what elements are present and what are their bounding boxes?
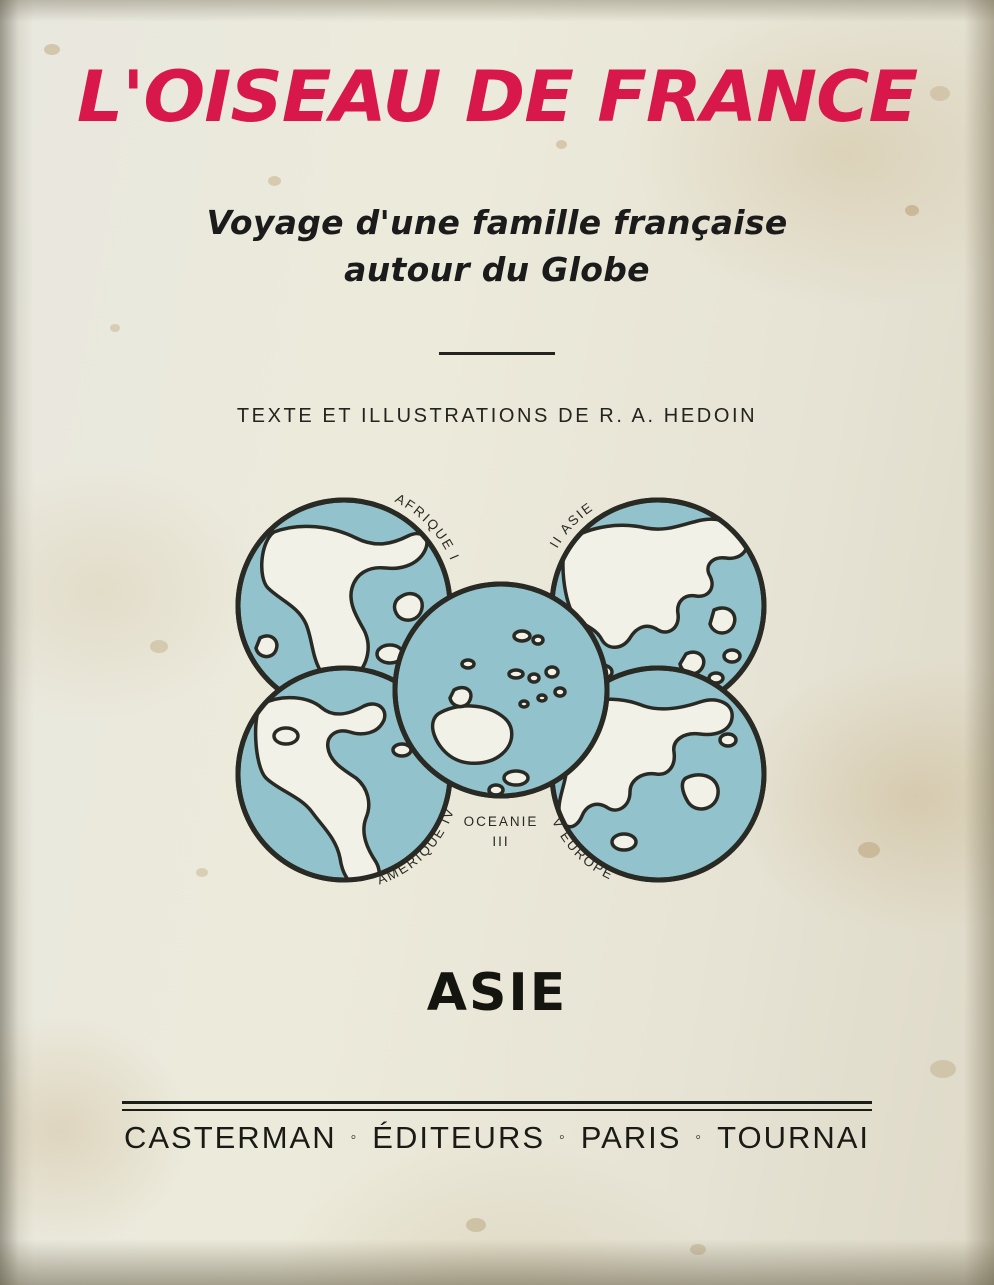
age-spot xyxy=(150,640,168,653)
age-spot xyxy=(858,842,880,858)
publisher-city-paris: PARIS xyxy=(580,1120,682,1155)
age-spot xyxy=(930,1060,956,1078)
divider-rule xyxy=(439,352,555,355)
publisher-line xyxy=(0,1120,994,1156)
age-spot xyxy=(690,1244,706,1255)
age-spot xyxy=(268,176,281,186)
paper-edge-right xyxy=(964,0,994,1285)
globe-oceanie xyxy=(395,584,607,796)
globe-numeral-oceanie: III xyxy=(492,834,510,849)
age-spot xyxy=(466,1218,486,1232)
age-spot xyxy=(556,140,567,149)
subtitle-line-2: autour du Globe xyxy=(344,249,650,289)
age-spot xyxy=(196,868,208,877)
separator-dot: ◦ xyxy=(559,1129,567,1146)
author-credit: TEXTE ET ILLUSTRATIONS DE R. A. HEDOIN xyxy=(236,405,758,427)
globe-label-europe: V EUROPE xyxy=(549,815,617,883)
globe-label-afrique: AFRIQUE I xyxy=(392,490,463,564)
globe-label-asie: II ASIE xyxy=(546,498,597,551)
separator-dot: ◦ xyxy=(695,1129,704,1146)
age-spot xyxy=(44,44,60,55)
paper-edge-bottom xyxy=(0,1239,994,1285)
publisher-name: CASTERMAN xyxy=(123,1120,337,1155)
paper-edge-left xyxy=(0,0,34,1285)
paper-edge-top xyxy=(0,0,994,22)
page-title: L'OISEAU DE FRANCE xyxy=(76,56,918,138)
subtitle xyxy=(0,200,994,294)
publisher-rule-top xyxy=(122,1101,872,1104)
publisher-city-tournai: TOURNAI xyxy=(717,1120,871,1155)
globe-label-amerique: AMERIQUE IV xyxy=(375,805,458,888)
publisher-role: ÉDITEURS xyxy=(372,1120,546,1155)
subtitle-line-1: Voyage d'une famille française xyxy=(206,203,788,242)
publisher-rule-bottom xyxy=(122,1109,872,1111)
globe-label-oceanie: OCEANIE xyxy=(463,814,539,829)
separator-dot: ◦ xyxy=(350,1129,359,1146)
age-spot xyxy=(110,324,120,332)
globes-illustration xyxy=(216,478,786,938)
volume-title: ASIE xyxy=(426,963,568,1023)
